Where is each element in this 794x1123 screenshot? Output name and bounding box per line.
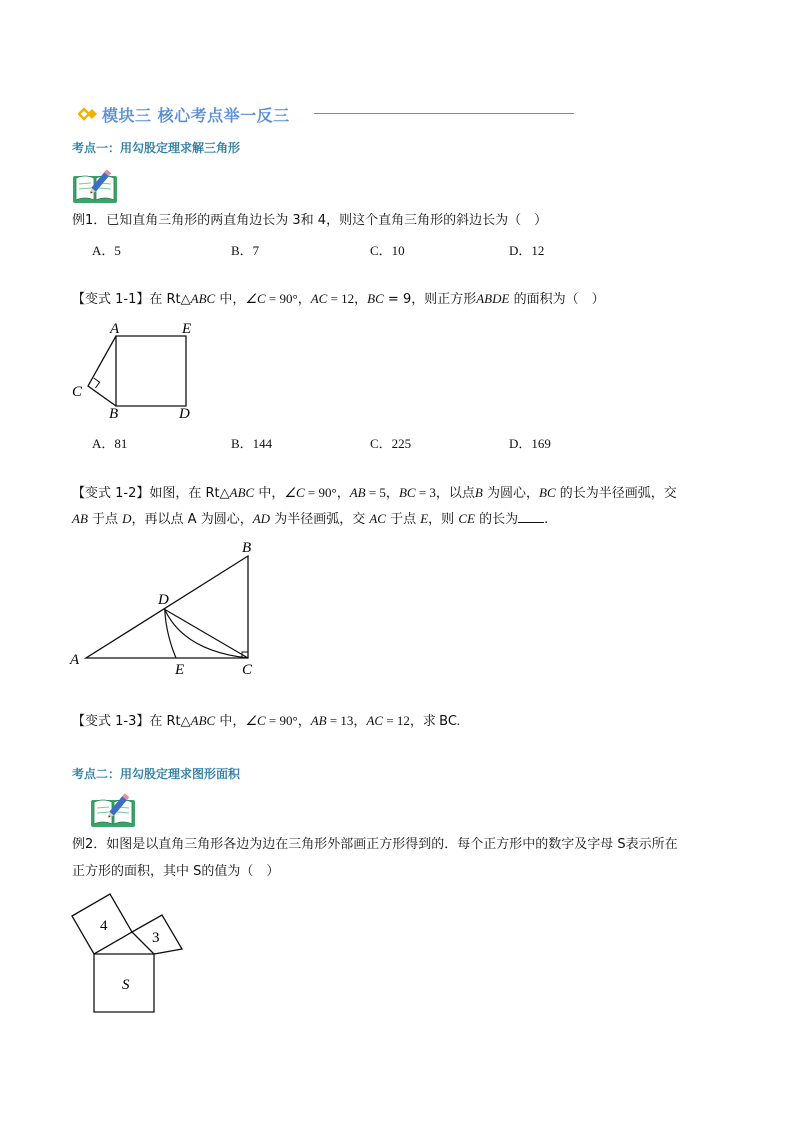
- example-1-question: 例1．已知直角三角形的两直角边长为 3和 4，则这个直角三角形的斜边长为（ ）: [72, 213, 548, 228]
- label-d: D: [179, 406, 190, 422]
- label-d: D: [158, 592, 169, 608]
- answer-blank[interactable]: [518, 510, 544, 523]
- label-a: A: [70, 652, 80, 668]
- example-2-question-line-1: 例2．如图是以直角三角形各边为边在三角形外部画正方形得到的．每个正方形中的数字及字母 S表示所在: [72, 837, 678, 852]
- label-e: E: [175, 662, 185, 678]
- square-abde-figure: [68, 316, 208, 424]
- triangle-abc-arcs-figure: [66, 536, 266, 682]
- variant-tag: 【变式 1-3】: [72, 714, 150, 729]
- label-c: C: [72, 384, 83, 400]
- variant-1-3-question: 【变式 1-3】在 Rt△ABC 中，∠C = 90°，AB = 13，AC = 12，求 BC.: [72, 713, 461, 729]
- example-1-choices: [92, 240, 648, 259]
- label-area-s: S: [122, 977, 130, 993]
- variant-1-1-choices: [92, 433, 648, 452]
- choice-a: A．81: [92, 436, 128, 451]
- example-2-question-line-2: 正方形的面积，其中 S的值为（ ）: [72, 864, 280, 879]
- choice-b: B．7: [231, 243, 260, 258]
- choice-d: D．12: [509, 243, 545, 258]
- label-area-4: 4: [100, 918, 108, 934]
- book-pencil-icon: [72, 168, 118, 204]
- label-area-3: 3: [152, 930, 160, 946]
- book-pencil-icon: [90, 792, 136, 828]
- choice-c: C．10: [370, 243, 405, 258]
- diamond-arrows-icon: [78, 106, 98, 122]
- module-divider: [314, 113, 574, 114]
- module-title: 模块三 核心考点举一反三: [102, 105, 290, 125]
- choice-b: B．144: [231, 436, 273, 451]
- label-b: B: [109, 406, 119, 422]
- variant-1-2-question-line-1: 【变式 1-2】如图，在 Rt△ABC 中，∠C = 90°，AB = 5，BC = 3，以点B 为圆心，BC 的长为半径画弧，交: [72, 485, 677, 501]
- pythagoras-squares-figure: [66, 890, 190, 1014]
- label-c: C: [242, 662, 253, 678]
- choice-a: A．5: [92, 243, 121, 258]
- variant-1-2-question-line-2: AB 于点 D，再以点 A 为圆心，AD 为半径画弧，交 AC 于点 E，则 CE 的长为 .: [72, 511, 549, 527]
- section-label-2: 考点二：用勾股定理求图形面积: [72, 767, 241, 781]
- variant-1-1-question: 【变式 1-1】在 Rt△ABC 中，∠C = 90°，AC = 12，BC = 9，则正方形ABDE 的面积为（ ）: [72, 291, 605, 307]
- label-e: E: [182, 321, 192, 337]
- label-a: A: [110, 321, 120, 337]
- variant-tag: 【变式 1-2】: [72, 486, 150, 501]
- choice-c: C．225: [370, 436, 412, 451]
- variant-tag: 【变式 1-1】: [72, 292, 150, 307]
- section-label-1: 考点一：用勾股定理求解三角形: [72, 141, 241, 155]
- label-b: B: [242, 540, 252, 556]
- module-header: [78, 102, 290, 126]
- choice-d: D．169: [509, 436, 551, 451]
